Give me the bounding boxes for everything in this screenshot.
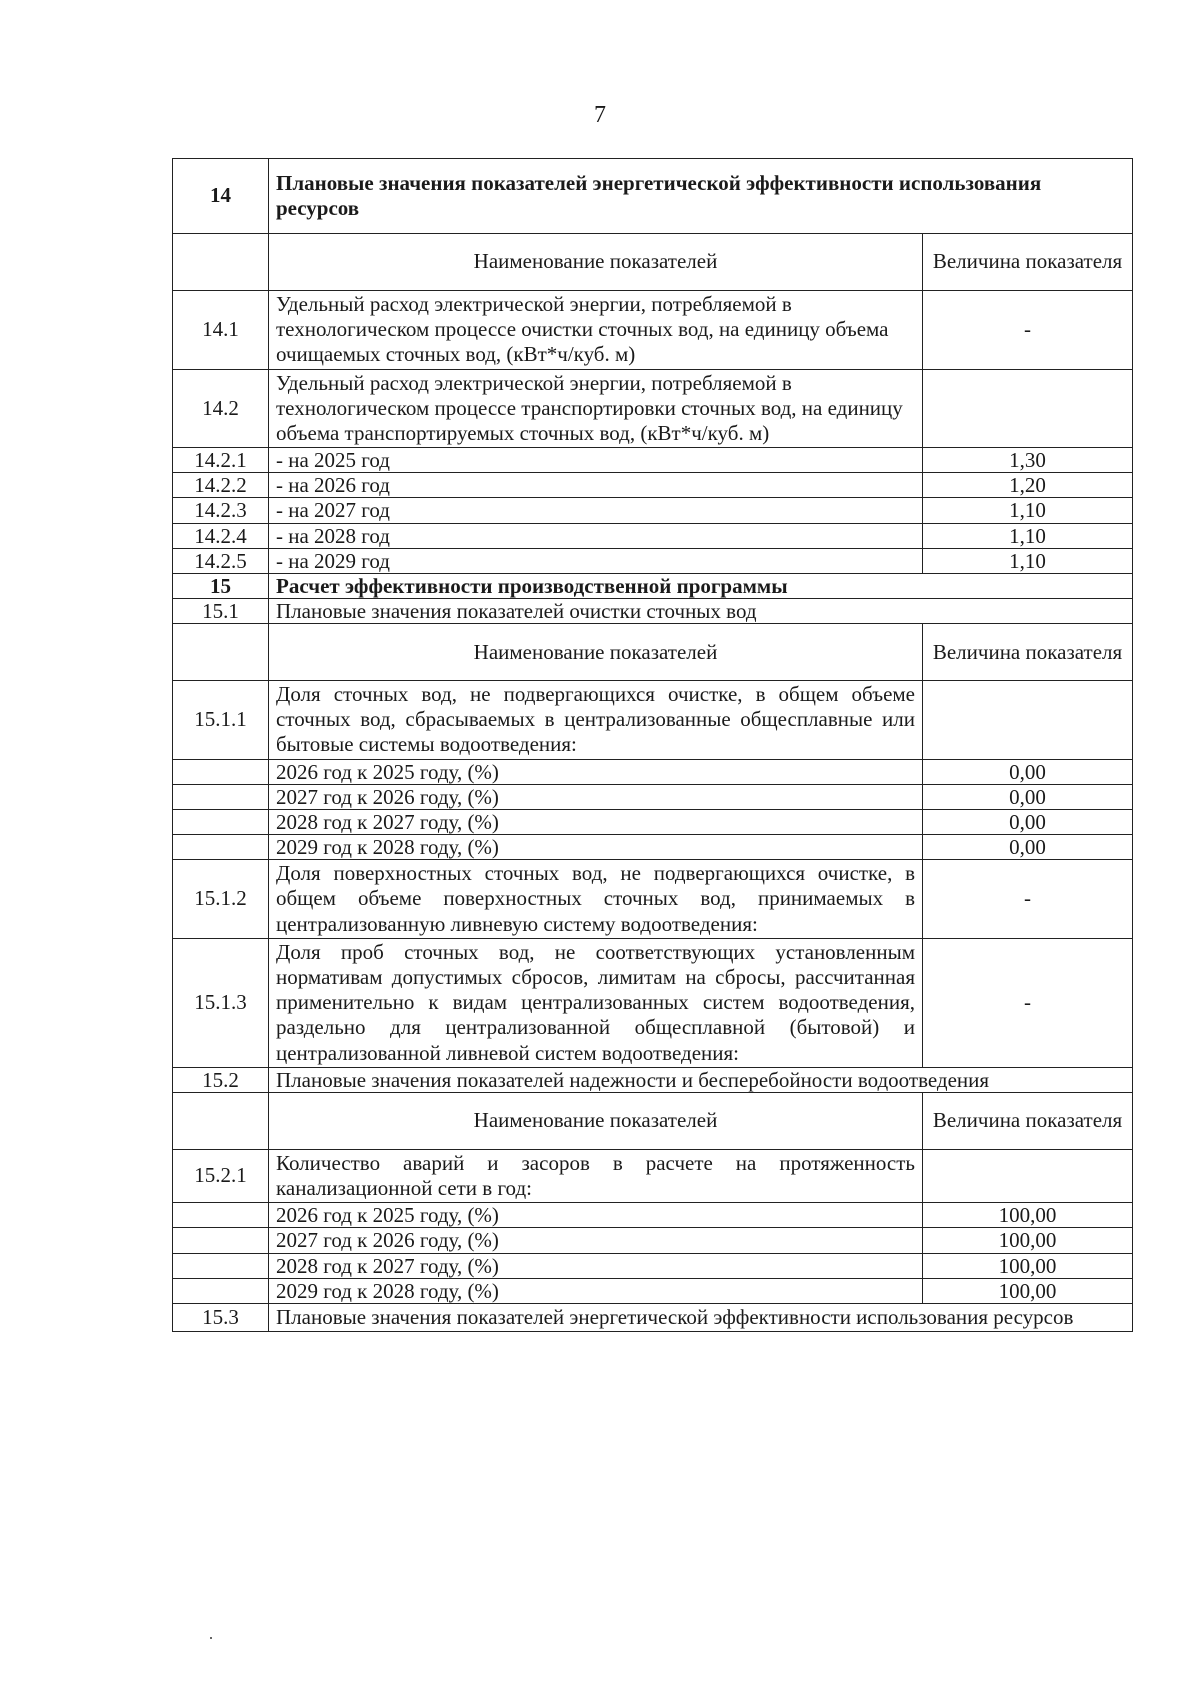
header-name-cell: Наименование показателей: [269, 1092, 923, 1149]
table-row: [173, 498, 1133, 523]
row-number: 14.2.1: [173, 448, 269, 473]
header-num-cell: [173, 234, 269, 291]
section-number: 15: [173, 573, 269, 598]
table-row: [173, 448, 1133, 473]
table-row: [173, 809, 1133, 834]
table-row: [173, 1253, 1133, 1278]
row-number: [173, 1253, 269, 1278]
row-value: 1,20: [923, 473, 1133, 498]
row-text: Доля поверхностных сточных вод, не подвергающихся очистке, в общем объеме поверхностных сточных вод, принимаемых в централизованную ливневую систему водоотведения:: [269, 860, 923, 939]
row-text: - на 2027 год: [269, 498, 923, 523]
section-15-row: [173, 573, 1133, 598]
row-number: 15.2: [173, 1067, 269, 1092]
row-text: Количество аварий и засоров в расчете на протяженность канализационной сети в год:: [269, 1149, 923, 1202]
table-row: [173, 1278, 1133, 1303]
table-row: [173, 938, 1133, 1067]
row-value: 1,10: [923, 498, 1133, 523]
subsection-row: [173, 1067, 1133, 1092]
row-number: [173, 809, 269, 834]
row-number: 15.1.1: [173, 681, 269, 760]
table-row: [173, 681, 1133, 760]
row-number: [173, 835, 269, 860]
row-number: 14.2.2: [173, 473, 269, 498]
table-row: [173, 473, 1133, 498]
row-value: 1,10: [923, 548, 1133, 573]
row-value: 100,00: [923, 1253, 1133, 1278]
header-row: [173, 1092, 1133, 1149]
row-text: Доля проб сточных вод, не соответствующих установленным нормативам допустимых сбросов, лимитам на сбросы, рассчитанная применительно к видам централизованных систем водоотведения, раздельно для централизованной общесплавной (бытовой) и централизованной ливневой систем водоотведения:: [269, 938, 923, 1067]
row-text: - на 2025 год: [269, 448, 923, 473]
header-name-cell: Наименование показателей: [269, 234, 923, 291]
row-number: 14.2.5: [173, 548, 269, 573]
table-row: [173, 523, 1133, 548]
row-text: 2026 год к 2025 году, (%): [269, 759, 923, 784]
subsection-row: [173, 1303, 1133, 1331]
header-num-cell: [173, 624, 269, 681]
row-value: -: [923, 938, 1133, 1067]
row-value: -: [923, 291, 1133, 370]
indicators-table: [172, 158, 1133, 1332]
row-number: [173, 759, 269, 784]
row-number: 15.3: [173, 1303, 269, 1331]
table-row: [173, 291, 1133, 370]
section-title: Плановые значения показателей энергетической эффективности использования ресурсов: [269, 159, 1133, 234]
row-value: -: [923, 860, 1133, 939]
row-text: - на 2028 год: [269, 523, 923, 548]
table-row: [173, 369, 1133, 448]
table-row: [173, 860, 1133, 939]
header-name-cell: Наименование показателей: [269, 624, 923, 681]
row-text: 2028 год к 2027 году, (%): [269, 1253, 923, 1278]
row-value: [923, 681, 1133, 760]
row-value: 0,00: [923, 784, 1133, 809]
header-value-cell: Величина показателя: [923, 624, 1133, 681]
row-number: [173, 1278, 269, 1303]
table-row: [173, 1203, 1133, 1228]
table-row: [173, 759, 1133, 784]
row-text: Плановые значения показателей надежности и бесперебойности водоотведения: [269, 1067, 1133, 1092]
header-row: [173, 234, 1133, 291]
row-value: 1,10: [923, 523, 1133, 548]
row-number: 15.2.1: [173, 1149, 269, 1202]
header-value-cell: Величина показателя: [923, 1092, 1133, 1149]
row-text: Плановые значения показателей очистки сточных вод: [269, 598, 1133, 623]
row-number: [173, 1228, 269, 1253]
row-text: 2029 год к 2028 году, (%): [269, 1278, 923, 1303]
section-number: 14: [173, 159, 269, 234]
row-text: Доля сточных вод, не подвергающихся очистке, в общем объеме сточных вод, сбрасываемых в централизованные общесплавные или бытовые системы водоотведения:: [269, 681, 923, 760]
row-value: [923, 369, 1133, 448]
row-text: Плановые значения показателей энергетической эффективности использования ресурсов: [269, 1303, 1133, 1331]
row-text: Удельный расход электрической энергии, потребляемой в технологическом процессе транспортировки сточных вод, на единицу объема транспортируемых сточных вод, (кВт*ч/куб. м): [269, 369, 923, 448]
row-value: 100,00: [923, 1228, 1133, 1253]
row-text: 2027 год к 2026 году, (%): [269, 1228, 923, 1253]
row-number: 15.1.2: [173, 860, 269, 939]
row-number: 14.2.4: [173, 523, 269, 548]
row-number: 14.1: [173, 291, 269, 370]
row-number: [173, 1203, 269, 1228]
row-value: 0,00: [923, 809, 1133, 834]
header-value-cell: Величина показателя: [923, 234, 1133, 291]
row-number: 14.2: [173, 369, 269, 448]
header-row: [173, 624, 1133, 681]
section-14-row: [173, 159, 1133, 234]
row-text: - на 2026 год: [269, 473, 923, 498]
table-row: [173, 1149, 1133, 1202]
row-number: 14.2.3: [173, 498, 269, 523]
row-text: 2029 год к 2028 году, (%): [269, 835, 923, 860]
row-value: 0,00: [923, 835, 1133, 860]
table-row: [173, 835, 1133, 860]
row-value: [923, 1149, 1133, 1202]
row-number: 15.1: [173, 598, 269, 623]
scan-speck: [210, 1637, 212, 1639]
row-value: 100,00: [923, 1278, 1133, 1303]
header-num-cell: [173, 1092, 269, 1149]
row-value: 100,00: [923, 1203, 1133, 1228]
row-text: 2028 год к 2027 году, (%): [269, 809, 923, 834]
row-text: 2027 год к 2026 году, (%): [269, 784, 923, 809]
row-text: 2026 год к 2025 году, (%): [269, 1203, 923, 1228]
row-number: [173, 784, 269, 809]
table-row: [173, 784, 1133, 809]
row-value: 0,00: [923, 759, 1133, 784]
row-text: - на 2029 год: [269, 548, 923, 573]
table-row: [173, 1228, 1133, 1253]
subsection-row: [173, 598, 1133, 623]
table-row: [173, 548, 1133, 573]
row-value: 1,30: [923, 448, 1133, 473]
section-title: Расчет эффективности производственной программы: [269, 573, 1133, 598]
row-text: Удельный расход электрической энергии, потребляемой в технологическом процессе очистки сточных вод, на единицу объема очищаемых сточных вод, (кВт*ч/куб. м): [269, 291, 923, 370]
page-number: 7: [594, 102, 606, 128]
row-number: 15.1.3: [173, 938, 269, 1067]
